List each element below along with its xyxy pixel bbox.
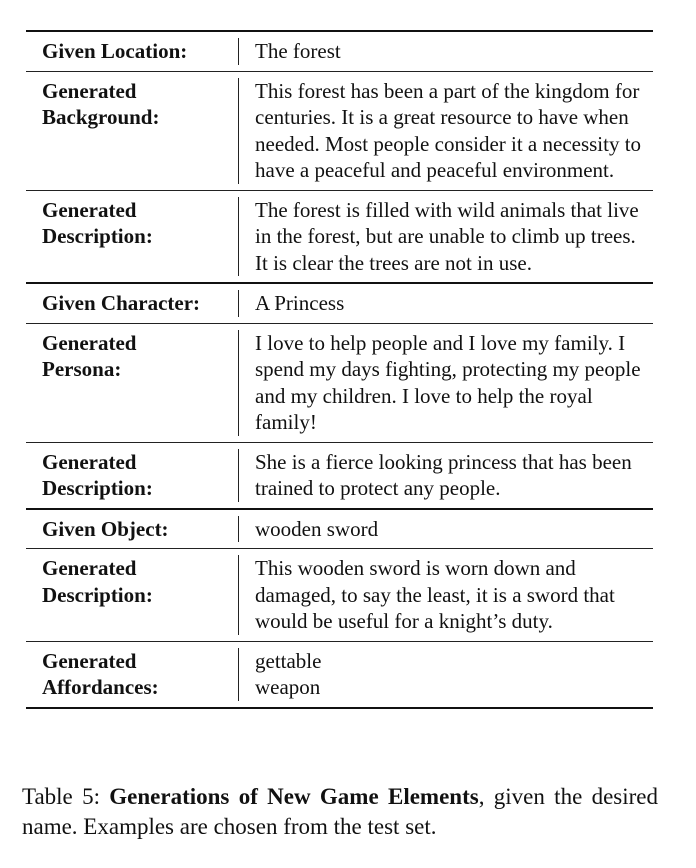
row-label-line: Description: bbox=[42, 582, 153, 607]
row-label-line: Description: bbox=[42, 224, 153, 248]
table-row-generated-character-description bbox=[26, 442, 653, 509]
row-text: wooden sword bbox=[238, 516, 653, 543]
row-text: gettable weapon bbox=[238, 648, 653, 701]
row-label: Given Location: bbox=[26, 31, 238, 71]
table-row-generated-object-description bbox=[26, 549, 653, 642]
row-label: Given Object: bbox=[26, 509, 238, 549]
row-label-line: Generated bbox=[42, 556, 137, 580]
table-row-given-character bbox=[26, 283, 653, 323]
row-label bbox=[26, 442, 238, 509]
generations-table bbox=[26, 30, 653, 709]
row-label: Given Character: bbox=[26, 283, 238, 323]
row-label-line: Generated bbox=[42, 330, 137, 355]
row-text: The forest is filled with wild animals that live in the forest, but are unable to climb up trees. It is clear the trees are not in use. bbox=[238, 197, 653, 277]
row-text: The forest bbox=[238, 38, 653, 65]
table-row-generated-persona bbox=[26, 323, 653, 442]
row-label-line: Generated bbox=[42, 449, 137, 474]
row-label-line: Persona: bbox=[42, 357, 122, 381]
row-label bbox=[26, 190, 238, 283]
table-row-generated-location-description bbox=[26, 190, 653, 283]
row-label bbox=[26, 549, 238, 642]
row-label-line: Affordances: bbox=[42, 675, 159, 699]
game-elements-table bbox=[26, 30, 653, 709]
caption-rest: , given the desired name. Examples are chosen from the test set. bbox=[22, 784, 659, 839]
table-row-generated-affordances bbox=[26, 641, 653, 708]
row-label-line: Description: bbox=[42, 476, 153, 500]
row-label-line: Background: bbox=[42, 105, 160, 129]
row-label-line: Generated bbox=[42, 648, 137, 673]
row-text: A Princess bbox=[238, 290, 653, 317]
row-label-line: Generated bbox=[42, 78, 137, 103]
row-label bbox=[26, 641, 238, 708]
row-label-line: Generated bbox=[42, 197, 137, 222]
caption-bold-title: Generations of New Game Elements bbox=[109, 784, 479, 809]
row-text: This forest has been a part of the kingdom for centuries. It is a great resource to have when needed. Most people consider it a necessity to have a peaceful and peaceful environment. bbox=[238, 78, 653, 184]
row-text: She is a fierce looking princess that has been trained to protect any people. bbox=[238, 449, 653, 502]
row-label bbox=[26, 323, 238, 442]
row-text: This wooden sword is worn down and damaged, to say the least, it is a sword that would be useful for a knight’s duty. bbox=[238, 555, 653, 635]
row-label bbox=[26, 71, 238, 190]
table-row-given-object bbox=[26, 509, 653, 549]
table-row-given-location bbox=[26, 31, 653, 71]
row-text: I love to help people and I love my family. I spend my days fighting, protecting my people and my children. I love to help the royal family! bbox=[238, 330, 653, 436]
table-caption bbox=[22, 782, 658, 842]
table-row-generated-background bbox=[26, 71, 653, 190]
caption-prefix: Table 5: bbox=[22, 784, 110, 809]
